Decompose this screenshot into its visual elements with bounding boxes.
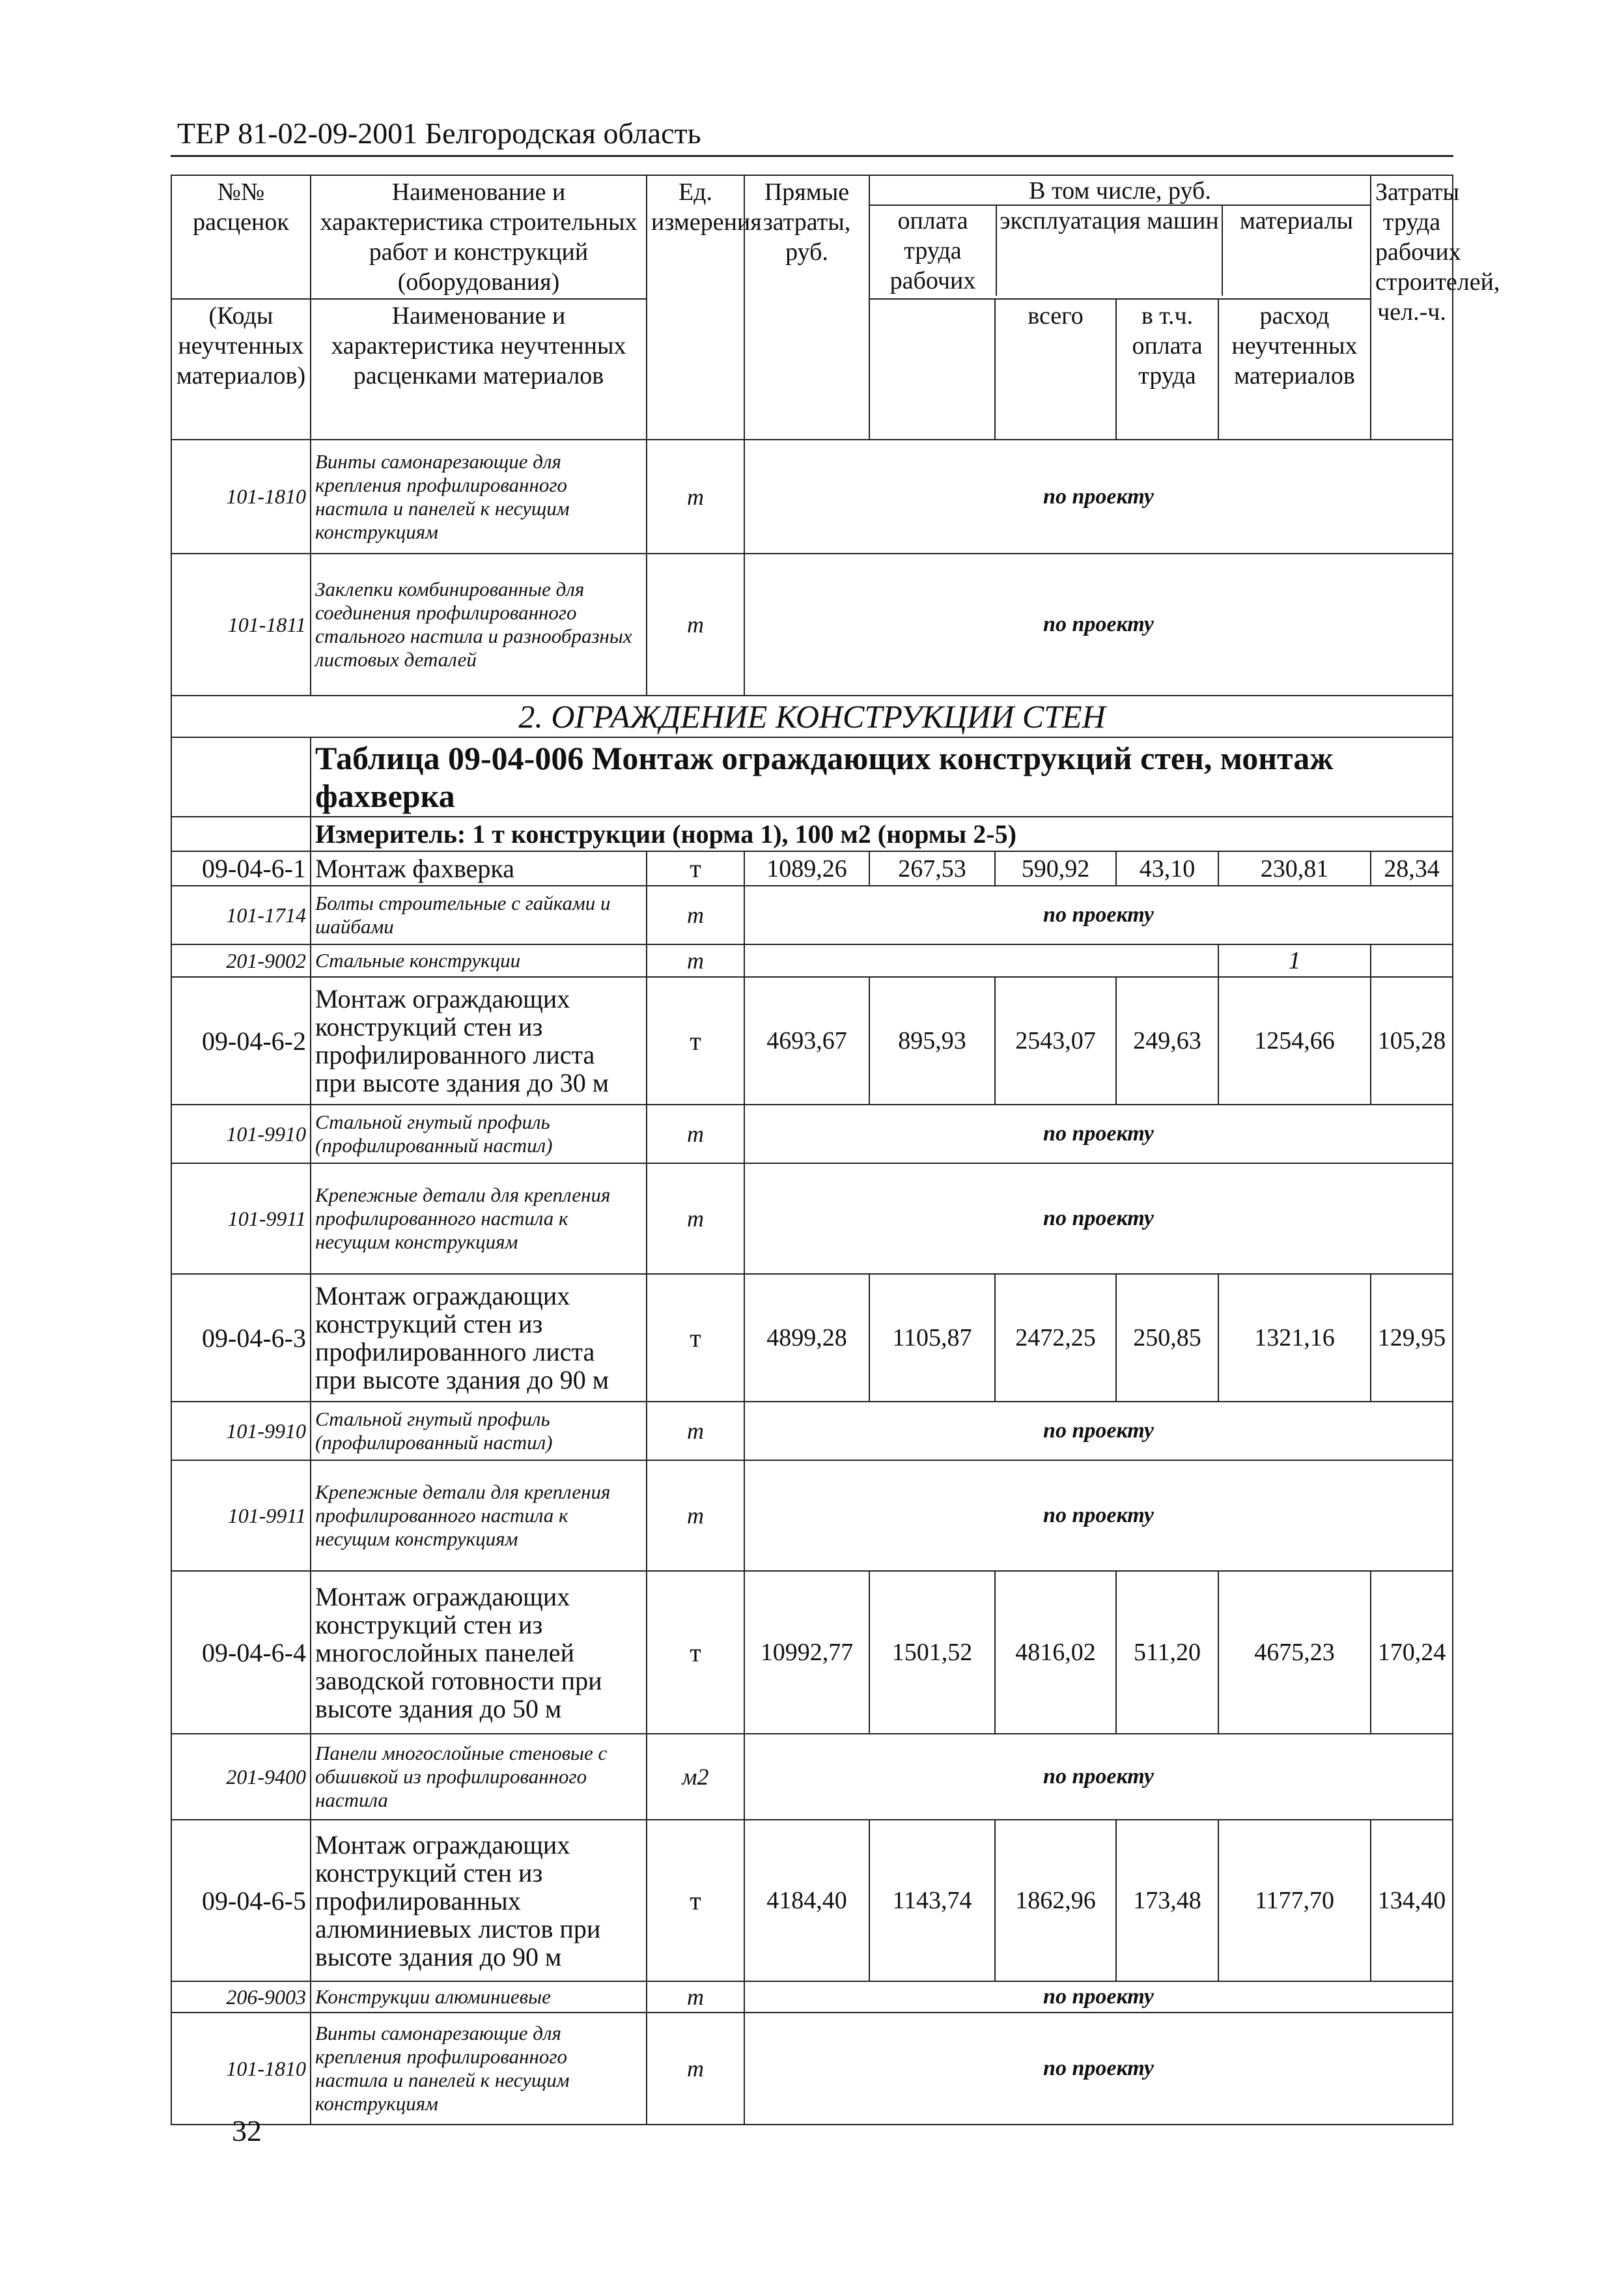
measure-line: Измеритель: 1 т конструкции (норма 1), 100 м2 (нормы 2-5) <box>311 817 1453 851</box>
material-name: Винты самонарезающие для крепления профилированного настила и панелей к несущим конструкциям <box>311 440 647 554</box>
material-code: 101-1810 <box>171 2013 311 2125</box>
header-rule <box>171 155 1453 157</box>
direct-costs: 1089,26 <box>744 851 869 886</box>
price-table <box>171 175 1500 2125</box>
table-row <box>171 1981 1453 2013</box>
labor-pay: 1105,87 <box>869 1274 995 1402</box>
material-quantity: 1 <box>1218 944 1371 977</box>
col-name-unaccounted-header: Наименование и характеристика неучтенных расценками материалов <box>311 299 647 440</box>
material-unit: т <box>647 1460 744 1571</box>
machines-pay: 43,10 <box>1116 851 1218 886</box>
material-unit: т <box>647 440 744 554</box>
machines-total: 2543,07 <box>995 977 1116 1105</box>
materials: 1321,16 <box>1218 1274 1371 1402</box>
machines-total: 1862,96 <box>995 1820 1116 1981</box>
direct-costs: 4899,28 <box>744 1274 869 1402</box>
material-code: 201-9002 <box>171 944 311 977</box>
col-code-header: №№ расценок <box>171 175 311 299</box>
machines-total: 2472,25 <box>995 1274 1116 1402</box>
table-row <box>171 1105 1453 1163</box>
table-row <box>171 886 1453 944</box>
machines-pay: 249,63 <box>1116 977 1218 1105</box>
materials: 4675,23 <box>1218 1571 1371 1734</box>
labor-pay: 1143,74 <box>869 1820 995 1981</box>
material-name: Стальной гнутый профиль (профилированный настил) <box>311 1105 647 1163</box>
by-project: по проекту <box>744 1981 1453 2013</box>
material-code: 101-1810 <box>171 440 311 554</box>
col-machines-header: эксплуатация машин <box>997 206 1223 296</box>
table-row <box>171 944 1453 977</box>
section-title: 2. ОГРАЖДЕНИЕ КОНСТРУКЦИИ СТЕН <box>171 696 1453 737</box>
table-row <box>171 440 1453 554</box>
machines-pay: 250,85 <box>1116 1274 1218 1402</box>
material-code: 101-1811 <box>171 554 311 696</box>
direct-costs: 10992,77 <box>744 1571 869 1734</box>
material-unit: т <box>647 944 744 977</box>
machines-total: 4816,02 <box>995 1571 1116 1734</box>
by-project: по проекту <box>744 1163 1453 1274</box>
by-project: по проекту <box>744 554 1453 696</box>
table-row <box>171 1571 1453 1734</box>
material-name: Болты строительные с гайками и шайбами <box>311 886 647 944</box>
col-name-header: Наименование и характеристика строительных работ и конструкций (оборудования) <box>311 175 647 299</box>
col-machines-total-header: всего <box>995 299 1116 440</box>
material-name: Стальные конструкции <box>311 944 647 977</box>
material-name: Винты самонарезающие для крепления профилированного настила и панелей к несущим конструкциям <box>311 2013 647 2125</box>
material-code: 101-9910 <box>171 1105 311 1163</box>
labor-costs: 170,24 <box>1371 1571 1453 1734</box>
by-project: по проекту <box>744 1402 1453 1460</box>
col-including-header: В том числе, руб. <box>870 176 1370 206</box>
table-row <box>171 977 1453 1105</box>
machines-pay: 511,20 <box>1116 1571 1218 1734</box>
rate-name: Монтаж ограждающих конструкций стен из профилированного листа при высоте здания до 90 м <box>311 1274 647 1402</box>
table-row <box>171 851 1453 886</box>
material-code: 101-9911 <box>171 1460 311 1571</box>
rate-unit: т <box>647 1571 744 1734</box>
material-unit: т <box>647 554 744 696</box>
col-unit-header: Ед. измерения <box>647 175 744 440</box>
material-unit: м2 <box>647 1734 744 1820</box>
materials: 1177,70 <box>1218 1820 1371 1981</box>
rate-unit: т <box>647 1274 744 1402</box>
labor-costs: 134,40 <box>1371 1820 1453 1981</box>
material-unit: т <box>647 1163 744 1274</box>
rate-unit: т <box>647 851 744 886</box>
rate-code: 09-04-6-5 <box>171 1820 311 1981</box>
labor-costs: 28,34 <box>1371 851 1453 886</box>
material-unit: т <box>647 1105 744 1163</box>
material-name: Крепежные детали для крепления профилированного настила к несущим конструкциям <box>311 1163 647 1274</box>
rate-code: 09-04-6-2 <box>171 977 311 1105</box>
rate-name: Монтаж ограждающих конструкций стен из профилированных алюминиевых листов при высоте здания до 90 м <box>311 1820 647 1981</box>
table-row <box>171 1402 1453 1460</box>
table-title: Таблица 09-04-006 Монтаж ограждающих конструкций стен, монтаж фахверка <box>311 737 1453 817</box>
by-project: по проекту <box>744 1105 1453 1163</box>
table-row <box>171 1460 1453 1571</box>
col-materials-header: материалы <box>1239 207 1354 234</box>
rate-name: Монтаж ограждающих конструкций стен из многослойных панелей заводской готовности при высоте здания до 50 м <box>311 1571 647 1734</box>
by-project: по проекту <box>744 440 1453 554</box>
table-row <box>171 1734 1453 1820</box>
material-code: 101-9911 <box>171 1163 311 1274</box>
table-row <box>171 1274 1453 1402</box>
direct-costs: 4693,67 <box>744 977 869 1105</box>
rate-unit: т <box>647 1820 744 1981</box>
labor-pay: 895,93 <box>869 977 995 1105</box>
table-row <box>171 554 1453 696</box>
col-laborpay-header: оплата труда рабочих <box>870 206 997 296</box>
material-unit: т <box>647 886 744 944</box>
by-project: по проекту <box>744 1460 1453 1571</box>
table-row <box>171 2013 1453 2125</box>
material-unit: т <box>647 1981 744 2013</box>
materials: 1254,66 <box>1218 977 1371 1105</box>
table-row <box>171 1163 1453 1274</box>
material-unit: т <box>647 1402 744 1460</box>
material-code: 101-1714 <box>171 886 311 944</box>
material-code: 206-9003 <box>171 1981 311 2013</box>
table-row <box>171 1820 1453 1981</box>
col-materials-unaccounted-header: расход неучтенных материалов <box>1218 299 1371 440</box>
rate-code: 09-04-6-3 <box>171 1274 311 1402</box>
material-name: Крепежные детали для крепления профилированного настила к несущим конструкциям <box>311 1460 647 1571</box>
rate-unit: т <box>647 977 744 1105</box>
by-project: по проекту <box>744 2013 1453 2125</box>
page-header: ТЕР 81-02-09-2001 Белгородская область <box>177 117 701 150</box>
by-project: по проекту <box>744 1734 1453 1820</box>
material-name: Стальной гнутый профиль (профилированный настил) <box>311 1402 647 1460</box>
direct-costs: 4184,40 <box>744 1820 869 1981</box>
material-name: Конструкции алюминиевые <box>311 1981 647 2013</box>
machines-total: 590,92 <box>995 851 1116 886</box>
labor-pay: 1501,52 <box>869 1571 995 1734</box>
material-unit: т <box>647 2013 744 2125</box>
rate-name: Монтаж фахверка <box>311 851 647 886</box>
col-direct-header: Прямые затраты, руб. <box>744 175 869 440</box>
labor-pay: 267,53 <box>869 851 995 886</box>
material-code: 101-9910 <box>171 1402 311 1460</box>
col-machines-pay-header: в т.ч. оплата труда <box>1116 299 1218 440</box>
rate-code: 09-04-6-4 <box>171 1571 311 1734</box>
rate-name: Монтаж ограждающих конструкций стен из профилированного листа при высоте здания до 30 м <box>311 977 647 1105</box>
material-name: Панели многослойные стеновые с обшивкой из профилированного настила <box>311 1734 647 1820</box>
page-number: 32 <box>232 2114 262 2147</box>
materials: 230,81 <box>1218 851 1371 886</box>
col-labor-header: Затраты труда рабочих строителей, чел.-ч. <box>1371 175 1453 440</box>
machines-pay: 173,48 <box>1116 1820 1218 1981</box>
col-codes-unaccounted-header: (Коды неучтенных материалов) <box>171 299 311 440</box>
by-project: по проекту <box>744 886 1453 944</box>
labor-costs: 105,28 <box>1371 977 1453 1105</box>
material-code: 201-9400 <box>171 1734 311 1820</box>
labor-costs: 129,95 <box>1371 1274 1453 1402</box>
material-name: Заклепки комбинированные для соединения профилированного стального настила и разнообразных листовых деталей <box>311 554 647 696</box>
rate-code: 09-04-6-1 <box>171 851 311 886</box>
